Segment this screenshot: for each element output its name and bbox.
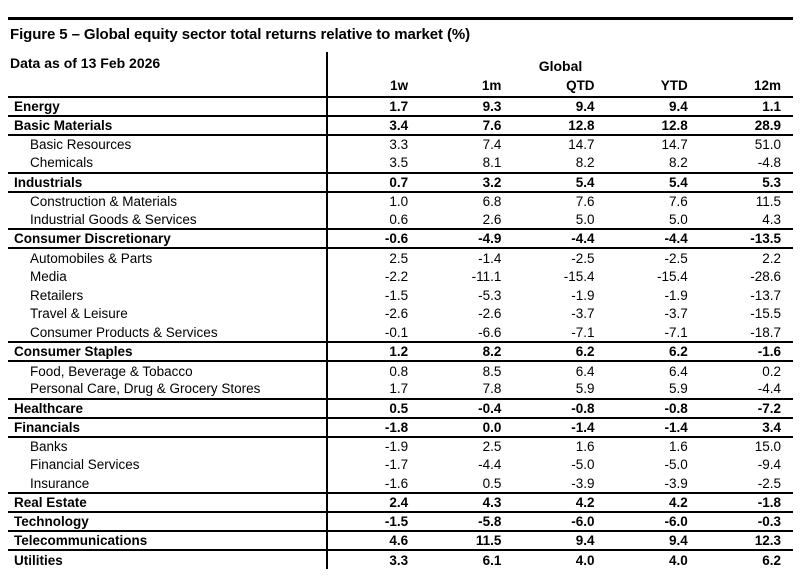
value-cell-1w: 2.5 [327, 248, 420, 267]
value-cell-qtd: 1.6 [575, 439, 595, 455]
value-cell-12m: -28.6 [750, 268, 781, 284]
sector-row [8, 418, 793, 437]
value-cell-1w: 3.3 [327, 550, 420, 569]
value-cell-12m: 3.4 [700, 418, 793, 437]
value-cell-qtd: -4.4 [513, 229, 606, 248]
row-label: Consumer Products & Services [30, 324, 218, 340]
value-cell-12m: 1.1 [700, 97, 793, 116]
value-cell-qtd: 5.9 [575, 381, 595, 397]
row-label: Technology [8, 512, 327, 531]
value-cell-1m: 3.2 [420, 173, 513, 192]
value-cell-1m: 4.3 [420, 493, 513, 512]
value-cell-1m: -6.6 [478, 324, 502, 340]
value-cell-qtd: 8.2 [575, 155, 595, 171]
value-cell-1m: -11.1 [471, 268, 502, 284]
value-cell-ytd: 5.9 [668, 381, 688, 397]
row-label: Healthcare [8, 399, 327, 418]
value-cell-ytd: 4.2 [607, 493, 700, 512]
data-as-of-label: Data as of 13 Feb 2026 [10, 55, 161, 71]
sector-row [8, 550, 793, 569]
row-label: Industrial Goods & Services [30, 211, 197, 227]
value-cell-qtd: 14.7 [568, 137, 595, 153]
row-label: Personal Care, Drug & Grocery Stores [30, 381, 261, 397]
row-label: Retailers [30, 287, 84, 303]
value-cell-12m: -9.4 [757, 457, 781, 473]
row-label: Financials [8, 418, 327, 437]
figure-title: Figure 5 – Global equity sector total returns relative to market (%) [10, 26, 470, 43]
row-label: Utilities [8, 550, 327, 569]
value-cell-ytd: -6.0 [607, 512, 700, 531]
row-label: Construction & Materials [30, 193, 178, 209]
subsector-row [8, 210, 793, 229]
subsector-row [8, 248, 793, 267]
top-rule [8, 17, 793, 20]
value-cell-qtd: 4.2 [513, 493, 606, 512]
value-cell-1w: -1.5 [327, 512, 420, 531]
value-cell-12m: -13.7 [750, 287, 781, 303]
value-cell-ytd: -5.0 [664, 457, 688, 473]
value-cell-1m: -4.9 [420, 229, 513, 248]
subsector-row [8, 154, 793, 173]
value-cell-12m: -4.8 [757, 155, 781, 171]
value-cell-1w: 0.5 [327, 399, 420, 418]
value-cell-qtd: 5.4 [513, 173, 606, 192]
value-cell-qtd: 4.0 [513, 550, 606, 569]
value-cell-qtd: -2.5 [571, 250, 595, 266]
value-cell-1w: 1.7 [327, 97, 420, 116]
empty-header-cell [8, 77, 327, 97]
value-cell-1m: -0.4 [420, 399, 513, 418]
value-cell-qtd: 7.6 [575, 193, 595, 209]
value-cell-ytd: 12.8 [607, 116, 700, 135]
value-cell-1m: 8.1 [482, 155, 502, 171]
value-cell-1m: 6.1 [420, 550, 513, 569]
value-cell-ytd: -3.7 [664, 306, 688, 322]
sector-row [8, 173, 793, 192]
sector-row [8, 97, 793, 116]
value-cell-12m: -7.2 [700, 399, 793, 418]
value-cell-1m: -5.3 [478, 287, 502, 303]
subsector-row [8, 456, 793, 475]
row-label: Banks [30, 439, 68, 455]
value-cell-12m: 2.2 [762, 250, 781, 266]
row-label: Chemicals [30, 155, 94, 171]
value-cell-1w: 1.7 [327, 380, 420, 399]
row-label: Travel & Leisure [30, 306, 128, 322]
value-cell-1w: -1.9 [327, 437, 420, 456]
value-cell-qtd: -5.0 [571, 457, 595, 473]
value-cell-12m: 15.0 [754, 439, 781, 455]
value-cell-12m: -1.6 [700, 342, 793, 361]
value-cell-12m: 51.0 [754, 137, 781, 153]
value-cell-ytd: 9.4 [607, 531, 700, 550]
value-cell-12m: -18.7 [750, 324, 781, 340]
row-label: Food, Beverage & Tobacco [30, 363, 193, 379]
value-cell-ytd: -0.8 [607, 399, 700, 418]
sector-row [8, 493, 793, 512]
table-header-row-periods [8, 77, 793, 97]
value-cell-ytd: -15.4 [656, 268, 688, 284]
sector-row [8, 116, 793, 135]
value-cell-1w: 4.6 [327, 531, 420, 550]
value-cell-ytd: -2.5 [664, 250, 688, 266]
value-cell-12m: -13.5 [700, 229, 793, 248]
value-cell-1w: 1.0 [327, 192, 420, 211]
row-label: Real Estate [8, 493, 327, 512]
value-cell-qtd: -7.1 [571, 324, 595, 340]
value-cell-1m: -2.6 [478, 306, 502, 322]
value-cell-1m: 8.5 [482, 363, 502, 379]
value-cell-1w: 3.3 [327, 135, 420, 154]
row-label: Consumer Staples [8, 342, 327, 361]
value-cell-ytd: -7.1 [664, 324, 688, 340]
sector-row [8, 531, 793, 550]
subsector-row [8, 437, 793, 456]
report-page [0, 17, 802, 569]
value-cell-qtd: -15.4 [563, 268, 595, 284]
value-cell-1w: 0.8 [327, 361, 420, 380]
value-cell-ytd: -1.4 [607, 418, 700, 437]
value-cell-1w: -2.6 [327, 305, 420, 324]
value-cell-ytd: 14.7 [661, 137, 688, 153]
value-cell-1m: 7.6 [420, 116, 513, 135]
value-cell-1w: 3.5 [327, 154, 420, 173]
value-cell-1m: 7.4 [482, 137, 502, 153]
value-cell-qtd: -3.7 [571, 306, 595, 322]
value-cell-12m: 4.3 [762, 211, 781, 227]
table-body [8, 97, 793, 569]
value-cell-12m: -15.5 [750, 306, 781, 322]
subsector-row [8, 286, 793, 305]
sector-row [8, 512, 793, 531]
value-cell-1w: -1.8 [327, 418, 420, 437]
value-cell-12m: -0.3 [700, 512, 793, 531]
value-cell-qtd: -1.9 [571, 287, 595, 303]
value-cell-1m: 0.5 [482, 475, 502, 491]
value-cell-ytd: 5.4 [607, 173, 700, 192]
value-cell-ytd: -1.9 [664, 287, 688, 303]
value-cell-1m: -1.4 [478, 250, 502, 266]
row-label: Media [30, 268, 67, 284]
value-cell-1w: 2.4 [327, 493, 420, 512]
value-cell-1m: 2.6 [482, 211, 502, 227]
value-cell-12m: 12.3 [700, 531, 793, 550]
value-cell-12m: -2.5 [757, 475, 781, 491]
value-cell-1w: -2.2 [327, 267, 420, 286]
value-cell-ytd: 9.4 [607, 97, 700, 116]
value-cell-qtd: 12.8 [513, 116, 606, 135]
row-label: Industrials [8, 173, 327, 192]
value-cell-1m: 9.3 [420, 97, 513, 116]
subsector-row [8, 192, 793, 211]
value-cell-1m: 8.2 [420, 342, 513, 361]
value-cell-ytd: 7.6 [668, 193, 688, 209]
value-cell-1m: 7.8 [482, 381, 502, 397]
value-cell-1w: -1.5 [327, 286, 420, 305]
value-cell-1w: 1.2 [327, 342, 420, 361]
column-header-ytd: YTD [660, 78, 688, 93]
row-label: Consumer Discretionary [8, 229, 327, 248]
value-cell-1m: 6.8 [482, 193, 502, 209]
value-cell-ytd: 4.0 [607, 550, 700, 569]
value-cell-1m: 0.0 [420, 418, 513, 437]
sector-row [8, 399, 793, 418]
table-header-row-region [8, 52, 793, 77]
row-label: Basic Materials [8, 116, 327, 135]
returns-table [8, 52, 793, 569]
value-cell-1w: -1.7 [327, 456, 420, 475]
subsector-row [8, 323, 793, 342]
value-cell-1m: 11.5 [420, 531, 513, 550]
value-cell-1w: 0.7 [327, 173, 420, 192]
value-cell-qtd: 6.2 [513, 342, 606, 361]
value-cell-ytd: -3.9 [664, 475, 688, 491]
column-header-1w: 1w [327, 77, 420, 97]
value-cell-qtd: 5.0 [575, 211, 595, 227]
value-cell-1m: 2.5 [482, 439, 502, 455]
value-cell-1w: -0.6 [327, 229, 420, 248]
column-header-12m: 12m [753, 78, 781, 93]
row-label: Telecommunications [8, 531, 327, 550]
subsector-row [8, 474, 793, 493]
value-cell-12m: -4.4 [757, 381, 781, 397]
value-cell-ytd: 5.0 [668, 211, 688, 227]
row-label: Insurance [30, 475, 90, 491]
row-label: Basic Resources [30, 137, 132, 153]
value-cell-1w: 3.4 [327, 116, 420, 135]
value-cell-1m: -5.8 [420, 512, 513, 531]
value-cell-12m: 6.2 [700, 550, 793, 569]
row-label: Energy [8, 97, 327, 116]
sector-row [8, 229, 793, 248]
subsector-row [8, 135, 793, 154]
subsector-row [8, 267, 793, 286]
value-cell-qtd: -6.0 [513, 512, 606, 531]
value-cell-qtd: -3.9 [571, 475, 595, 491]
value-cell-qtd: -0.8 [513, 399, 606, 418]
value-cell-ytd: 6.2 [607, 342, 700, 361]
region-header: Global [327, 52, 793, 77]
sector-row [8, 342, 793, 361]
value-cell-1w: -0.1 [327, 323, 420, 342]
row-label: Financial Services [30, 457, 140, 473]
row-label: Automobiles & Parts [30, 250, 153, 266]
value-cell-1w: 0.6 [327, 210, 420, 229]
value-cell-ytd: 6.4 [668, 363, 688, 379]
value-cell-ytd: -4.4 [607, 229, 700, 248]
value-cell-ytd: 1.6 [668, 439, 688, 455]
value-cell-12m: -1.8 [700, 493, 793, 512]
column-header-1m: 1m [481, 78, 502, 93]
value-cell-qtd: -1.4 [513, 418, 606, 437]
value-cell-12m: 0.2 [762, 363, 781, 379]
value-cell-qtd: 9.4 [513, 531, 606, 550]
value-cell-12m: 5.3 [700, 173, 793, 192]
column-header-qtd: QTD [566, 78, 595, 93]
value-cell-1m: -4.4 [478, 457, 502, 473]
value-cell-qtd: 6.4 [575, 363, 595, 379]
value-cell-12m: 28.9 [700, 116, 793, 135]
value-cell-qtd: 9.4 [513, 97, 606, 116]
subsector-row [8, 305, 793, 324]
value-cell-1w: -1.6 [327, 474, 420, 493]
subsector-row [8, 361, 793, 380]
value-cell-ytd: 8.2 [668, 155, 688, 171]
value-cell-12m: 11.5 [755, 193, 781, 209]
subsector-row [8, 380, 793, 399]
